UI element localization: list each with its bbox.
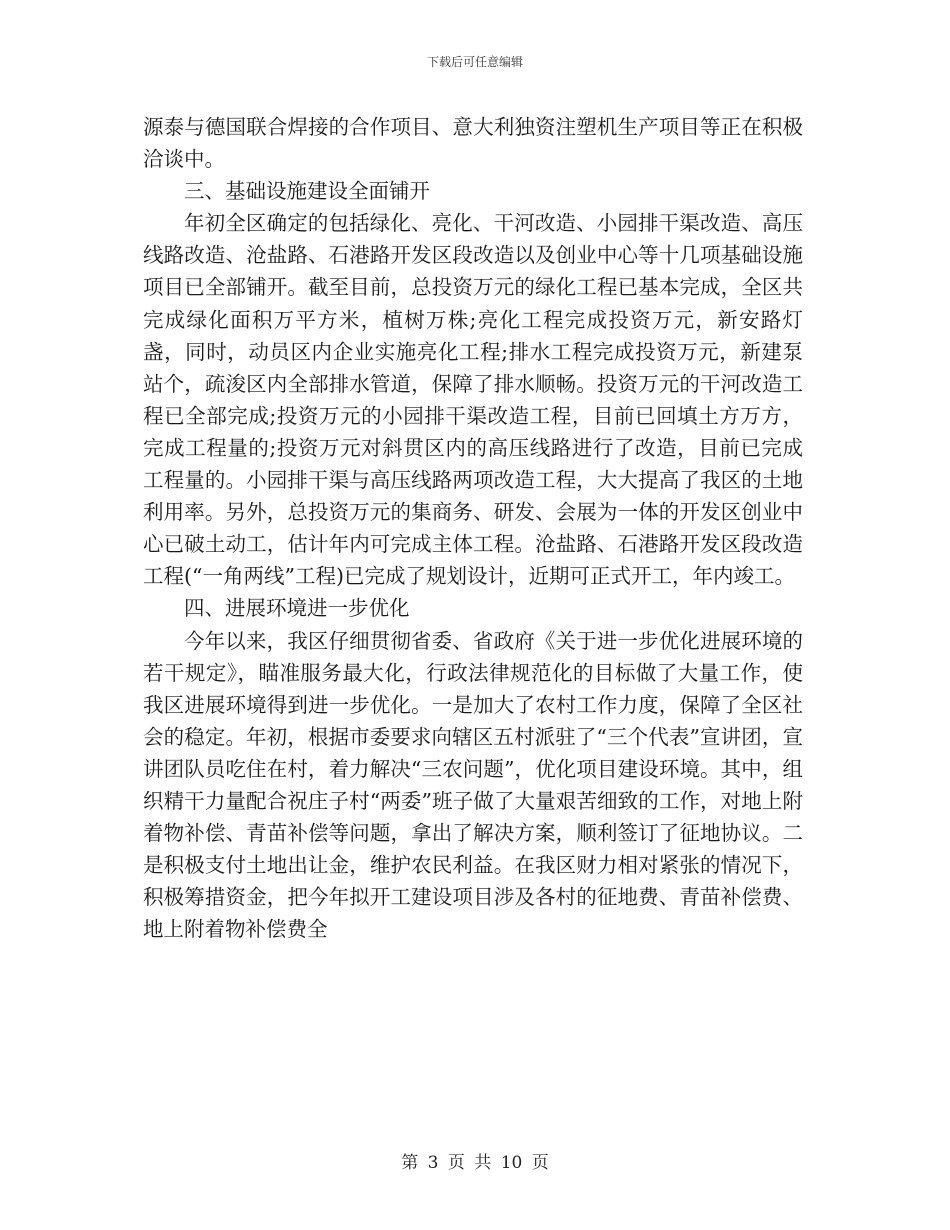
paragraph-continuation: 源泰与德国联合焊接的合作项目、意大利独资注塑机生产项目等正在积极洽谈中。 <box>143 115 803 172</box>
page-number: 第 3 页 共 10 页 <box>401 1153 549 1173</box>
section-heading-3: 三、基础设施建设全面铺开 <box>184 179 430 204</box>
section-heading-4: 四、进展环境进一步优化 <box>184 596 410 621</box>
header-note: 下载后可任意编辑 <box>426 55 523 69</box>
paragraph-environment: 今年以来，我区仔细贯彻省委、省政府《关于进一步优化进展环境的若干规定》，瞄准服务最大化，行政法律规范化的目标做了大量工作，使我区进展环境得到进一步优化。一是加大了农村工作力度，保障了全区社会的稳定。年初，根据市委要求向辖区五村派驻了“三个代表”宣讲团，宣讲团队员吃住在村，着力解决“三农问题”，优化项目建设环境。其中，组织精干力量配合祝庄子村“两委”班子做了大量艰苦细致的工作，对地上附着物补偿、青苗补偿等问题，拿出了解决方案，顺利签订了征地协议。二是积极支付土地出让金，维护农民利益。在我区财力相对紧张的情况下，积极筹措资金，把今年拟开工建设项目涉及各村的征地费、青苗补偿费、地上附着物补偿费全 <box>143 628 803 942</box>
document-body <box>143 111 803 945</box>
paragraph-infrastructure: 年初全区确定的包括绿化、亮化、干河改造、小园排干渠改造、高压线路改造、沧盐路、石港路开发区段改造以及创业中心等十几项基础设施项目已全部铺开。截至目前，总投资万元的绿化工程已基本完成，全区共完成绿化面积万平方米，植树万株;亮化工程完成投资万元，新安路灯盏，同时，动员区内企业实施亮化工程;排水工程完成投资万元，新建泵站个，疏浚区内全部排水管道，保障了排水顺畅。投资万元的干河改造工程已全部完成;投资万元的小园排干渠改造工程，目前已回填土方万方，完成工程量的;投资万元对斜贯区内的高压线路进行了改造，目前已完成工程量的。小园排干渠与高压线路两项改造工程，大大提高了我区的土地利用率。另外，总投资万元的集商务、研发、会展为一体的开发区创业中心已破土动工，估计年内可完成主体工程。沧盐路、石港路开发区段改造工程(“一角两线”工程)已完成了规划设计，近期可正式开工，年内竣工。 <box>143 211 803 589</box>
